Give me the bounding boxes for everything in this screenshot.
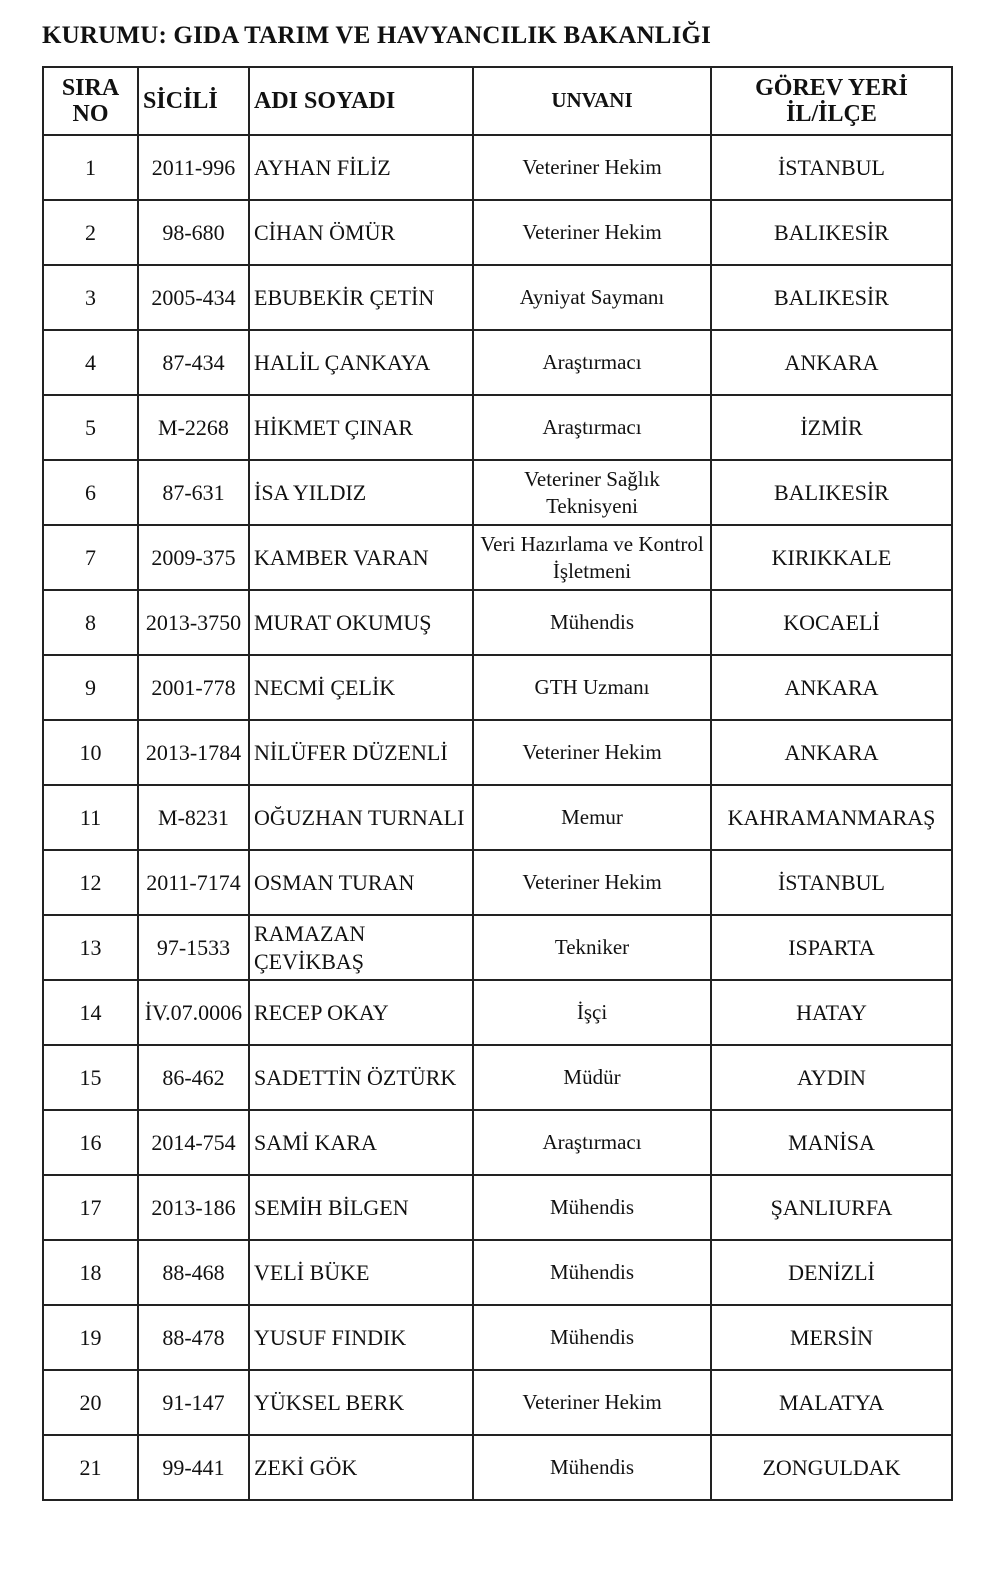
- cell-no: 7: [43, 525, 138, 590]
- table-row: [43, 1370, 952, 1435]
- cell-place: BALIKESİR: [711, 265, 952, 330]
- cell-title: Mühendis: [473, 1240, 711, 1305]
- cell-title: Tekniker: [473, 915, 711, 980]
- cell-sicil: 99-441: [138, 1435, 249, 1500]
- cell-place: AYDIN: [711, 1045, 952, 1110]
- cell-name: OSMAN TURAN: [249, 850, 473, 915]
- cell-sicil: 2013-3750: [138, 590, 249, 655]
- cell-title: Mühendis: [473, 1435, 711, 1500]
- cell-place: ZONGULDAK: [711, 1435, 952, 1500]
- cell-no: 10: [43, 720, 138, 785]
- table-row: [43, 395, 952, 460]
- cell-place: BALIKESİR: [711, 200, 952, 265]
- cell-no: 8: [43, 590, 138, 655]
- cell-no: 6: [43, 460, 138, 525]
- cell-title: Mühendis: [473, 1175, 711, 1240]
- column-header-name: ADI SOYADI: [249, 67, 473, 135]
- cell-name: RECEP OKAY: [249, 980, 473, 1045]
- cell-sicil: 2001-778: [138, 655, 249, 720]
- cell-no: 19: [43, 1305, 138, 1370]
- cell-no: 12: [43, 850, 138, 915]
- table-header-row: [43, 67, 952, 135]
- table-row: [43, 330, 952, 395]
- table-row: [43, 200, 952, 265]
- cell-place: İSTANBUL: [711, 135, 952, 200]
- cell-name: NECMİ ÇELİK: [249, 655, 473, 720]
- cell-place: ANKARA: [711, 720, 952, 785]
- cell-no: 5: [43, 395, 138, 460]
- cell-place: HATAY: [711, 980, 952, 1045]
- cell-place: MALATYA: [711, 1370, 952, 1435]
- table-row: [43, 655, 952, 720]
- cell-name: KAMBER VARAN: [249, 525, 473, 590]
- cell-sicil: 98-680: [138, 200, 249, 265]
- table-row: [43, 265, 952, 330]
- cell-place: MANİSA: [711, 1110, 952, 1175]
- table-row: [43, 1045, 952, 1110]
- cell-title: Araştırmacı: [473, 1110, 711, 1175]
- column-header-sicil: SİCİLİ: [138, 67, 249, 135]
- cell-no: 21: [43, 1435, 138, 1500]
- cell-name: OĞUZHAN TURNALI: [249, 785, 473, 850]
- cell-title: Veteriner Hekim: [473, 720, 711, 785]
- cell-name: HİKMET ÇINAR: [249, 395, 473, 460]
- cell-sicil: İV.07.0006: [138, 980, 249, 1045]
- cell-title: Araştırmacı: [473, 330, 711, 395]
- cell-no: 17: [43, 1175, 138, 1240]
- cell-title: Veteriner Hekim: [473, 135, 711, 200]
- cell-title: GTH Uzmanı: [473, 655, 711, 720]
- table-row: [43, 850, 952, 915]
- cell-sicil: 2013-1784: [138, 720, 249, 785]
- cell-no: 11: [43, 785, 138, 850]
- table-row: [43, 525, 952, 590]
- cell-sicil: M-2268: [138, 395, 249, 460]
- cell-no: 20: [43, 1370, 138, 1435]
- table-row: [43, 785, 952, 850]
- cell-name: YUSUF FINDIK: [249, 1305, 473, 1370]
- cell-place: MERSİN: [711, 1305, 952, 1370]
- cell-no: 3: [43, 265, 138, 330]
- cell-name: RAMAZAN ÇEVİKBAŞ: [249, 915, 473, 980]
- cell-place: KOCAELİ: [711, 590, 952, 655]
- cell-no: 13: [43, 915, 138, 980]
- table-row: [43, 135, 952, 200]
- cell-sicil: 2014-754: [138, 1110, 249, 1175]
- cell-title: Araştırmacı: [473, 395, 711, 460]
- cell-no: 14: [43, 980, 138, 1045]
- cell-sicil: 87-631: [138, 460, 249, 525]
- cell-sicil: 2013-186: [138, 1175, 249, 1240]
- cell-name: CİHAN ÖMÜR: [249, 200, 473, 265]
- table-row: [43, 915, 952, 980]
- cell-title: Mühendis: [473, 1305, 711, 1370]
- cell-place: ISPARTA: [711, 915, 952, 980]
- cell-name: SADETTİN ÖZTÜRK: [249, 1045, 473, 1110]
- cell-place: BALIKESİR: [711, 460, 952, 525]
- table-row: [43, 460, 952, 525]
- cell-title: Ayniyat Saymanı: [473, 265, 711, 330]
- cell-title: Müdür: [473, 1045, 711, 1110]
- cell-sicil: 88-478: [138, 1305, 249, 1370]
- document-title: KURUMU: GIDA TARIM VE HAVYANCILIK BAKANLIĞI: [42, 22, 712, 49]
- cell-place: KAHRAMANMARAŞ: [711, 785, 952, 850]
- cell-name: MURAT OKUMUŞ: [249, 590, 473, 655]
- cell-sicil: 2011-996: [138, 135, 249, 200]
- cell-name: ZEKİ GÖK: [249, 1435, 473, 1500]
- cell-place: İZMİR: [711, 395, 952, 460]
- cell-name: İSA YILDIZ: [249, 460, 473, 525]
- cell-sicil: 91-147: [138, 1370, 249, 1435]
- cell-place: DENİZLİ: [711, 1240, 952, 1305]
- cell-title: Veteriner Hekim: [473, 1370, 711, 1435]
- cell-sicil: M-8231: [138, 785, 249, 850]
- table-row: [43, 590, 952, 655]
- cell-name: VELİ BÜKE: [249, 1240, 473, 1305]
- table-row: [43, 1175, 952, 1240]
- cell-title: Veteriner Hekim: [473, 850, 711, 915]
- cell-name: AYHAN FİLİZ: [249, 135, 473, 200]
- column-header-no: SIRA NO: [43, 67, 138, 135]
- cell-sicil: 2005-434: [138, 265, 249, 330]
- table-row: [43, 1110, 952, 1175]
- column-header-place: GÖREV YERİ İL/İLÇE: [711, 67, 952, 135]
- cell-place: KIRIKKALE: [711, 525, 952, 590]
- cell-sicil: 88-468: [138, 1240, 249, 1305]
- table-row: [43, 980, 952, 1045]
- cell-no: 4: [43, 330, 138, 395]
- table-row: [43, 1240, 952, 1305]
- cell-no: 9: [43, 655, 138, 720]
- table-row: [43, 1435, 952, 1500]
- cell-no: 18: [43, 1240, 138, 1305]
- cell-sicil: 87-434: [138, 330, 249, 395]
- cell-sicil: 97-1533: [138, 915, 249, 980]
- cell-name: SEMİH BİLGEN: [249, 1175, 473, 1240]
- table-row: [43, 720, 952, 785]
- cell-title: Memur: [473, 785, 711, 850]
- cell-title: Veteriner Hekim: [473, 200, 711, 265]
- cell-place: İSTANBUL: [711, 850, 952, 915]
- cell-place: ŞANLIURFA: [711, 1175, 952, 1240]
- cell-place: ANKARA: [711, 330, 952, 395]
- cell-sicil: 86-462: [138, 1045, 249, 1110]
- cell-sicil: 2011-7174: [138, 850, 249, 915]
- cell-no: 16: [43, 1110, 138, 1175]
- cell-no: 15: [43, 1045, 138, 1110]
- personnel-table: [42, 66, 953, 1501]
- cell-name: NİLÜFER DÜZENLİ: [249, 720, 473, 785]
- cell-name: SAMİ KARA: [249, 1110, 473, 1175]
- cell-title: İşçi: [473, 980, 711, 1045]
- cell-title: Veri Hazırlama ve Kontrol İşletmeni: [473, 525, 711, 590]
- table-row: [43, 1305, 952, 1370]
- cell-name: EBUBEKİR ÇETİN: [249, 265, 473, 330]
- cell-title: Veteriner Sağlık Teknisyeni: [473, 460, 711, 525]
- cell-title: Mühendis: [473, 590, 711, 655]
- cell-no: 1: [43, 135, 138, 200]
- cell-place: ANKARA: [711, 655, 952, 720]
- cell-name: YÜKSEL BERK: [249, 1370, 473, 1435]
- cell-sicil: 2009-375: [138, 525, 249, 590]
- cell-name: HALİL ÇANKAYA: [249, 330, 473, 395]
- cell-no: 2: [43, 200, 138, 265]
- column-header-title: UNVANI: [473, 67, 711, 135]
